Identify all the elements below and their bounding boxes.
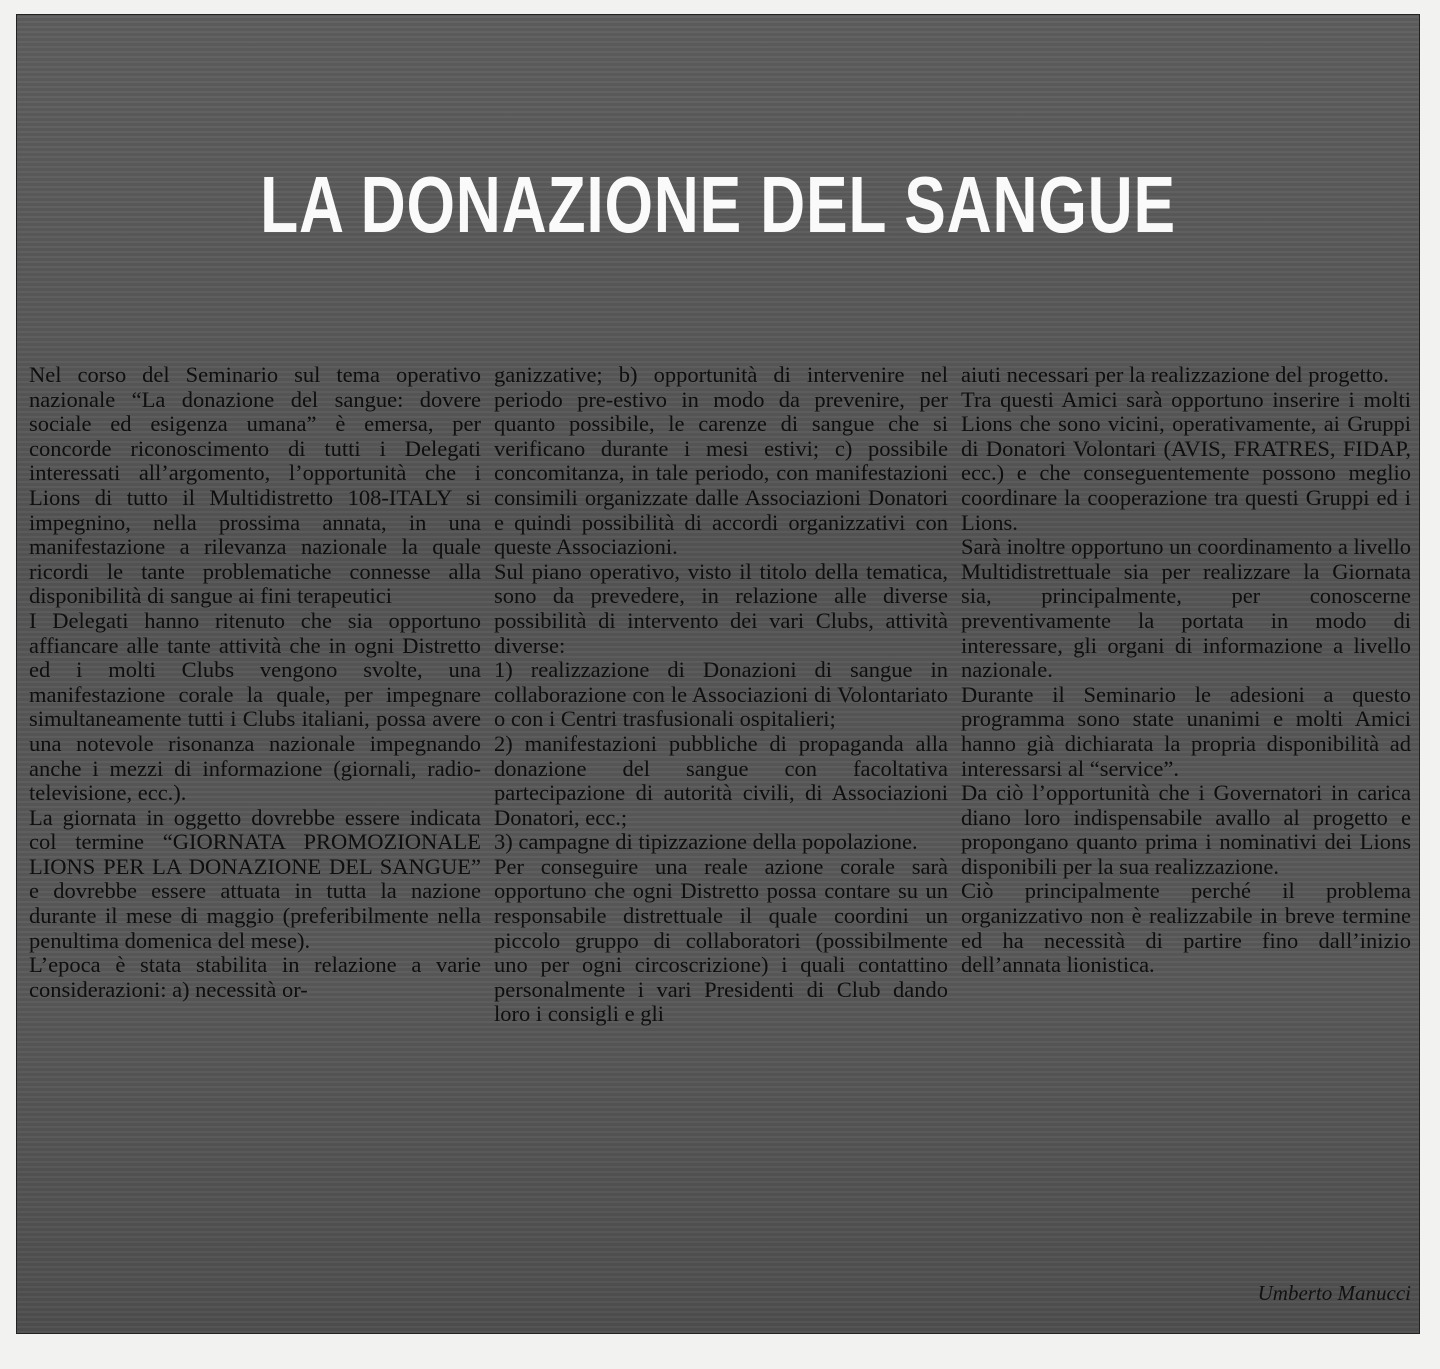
paragraph: ganizzative; b) opportunità di intervenire nel periodo pre-estivo in modo da prevenire, per quanto possibile, le carenze di sangue che si verificano durante i mesi estivi; c) possibile concomitanza, in tale periodo, con manifestazioni consimili organizzate dalle Associazioni Donatori e quindi possibilità di accordi organizzativi con queste Associazioni.: [494, 362, 948, 560]
column-1: [29, 363, 481, 1002]
paragraph: aiuti necessari per la realizzazione del progetto.: [961, 362, 1389, 387]
article-panel: [16, 14, 1420, 1334]
column-3: [961, 363, 1411, 978]
paragraph: Tra questi Amici sarà opportuno inserire i molti Lions che sono vicini, operativamente, ai Gruppi di Donatori Volontari (AVIS, FRATRES, FIDAP, ecc.) e che conseguentemente possono meglio coordinare la cooperazione tra questi Gruppi ed i Lions.: [961, 386, 1411, 535]
paragraph: Nel corso del Seminario sul tema operativo nazionale “La donazione del sangue: dovere sociale ed esigenza umana” è emersa, per concorde riconoscimento di tutti i Delegati interessati all’argomento, l’opportunità che i Lions di tutto il Multidistretto 108-ITALY si impegnino, nella prossima annata, in una manifestazione a rilevanza nazionale la quale ricordi le tante problematiche connesse alla disponibilità di sangue ai fini terapeutici: [29, 362, 481, 609]
paragraph: Durante il Seminario le adesioni a questo programma sono state unanimi e molti Amici hanno già dichiarata la propria disponibilità ad interessarsi al “service”.: [961, 681, 1411, 781]
paragraph: 1) realizzazione di Donazioni di sangue in collaborazione con le Associazioni di Volontariato o con i Centri trasfusionali ospitalieri;: [494, 657, 948, 732]
paragraph: L’epoca è stata stabilita in relazione a varie considerazioni: a) necessità or-: [29, 952, 481, 1002]
column-2: [494, 363, 948, 1027]
paragraph: Sarà inoltre opportuno un coordinamento a livello Multidistrettuale sia per realizzare la Giornata sia, principalmente, per conoscerne preventivamente la portata in modo di interessare, gli organi di informazione a livello nazionale.: [961, 534, 1411, 683]
paragraph: Sul piano operativo, visto il titolo della tematica, sono da prevedere, in relazione alle diverse possibilità di intervento dei vari Clubs, attività diverse:: [494, 558, 948, 658]
author-signature: Umberto Manucci: [1257, 1281, 1411, 1305]
paragraph: Ciò principalmente perché il problema organizzativo non è realizzabile in breve termine ed ha necessità di partire fino dall’inizio dell’annata lionistica.: [961, 878, 1411, 978]
paragraph: 2) manifestazioni pubbliche di propaganda alla donazione del sangue con facoltativa partecipazione di autorità civili, di Associazioni Donatori, ecc.;: [494, 730, 948, 830]
paragraph: I Delegati hanno ritenuto che sia opportuno affiancare alle tante attività che in ogni Distretto ed i molti Clubs vengono svolte, una manifestazione corale la quale, per impegnare simultaneamente tutti i Clubs italiani, possa avere una notevole risonanza nazionale impegnando anche i mezzi di informazione (giornali, radio-televisione, ecc.).: [29, 607, 481, 806]
article-title: LA DONAZIONE DEL SANGUE: [260, 160, 1176, 249]
paragraph: La giornata in oggetto dovrebbe essere indicata col termine “GIORNATA PROMOZIONALE LIONS PER LA DONAZIONE DEL SANGUE” e dovrebbe essere attuata in tutta la nazione durante il mese di maggio (preferibilmente nella penultima domenica del mese).: [29, 804, 481, 953]
paragraph: 3) campagne di tipizzazione della popolazione.: [494, 829, 918, 855]
paragraph: Da ciò l’opportunità che i Governatori in carica diano loro indispensabile avallo al progetto e propongano quanto prima i nominativi dei Lions disponibili per la sua realizzazione.: [961, 780, 1411, 879]
paragraph: Per conseguire una reale azione corale sarà opportuno che ogni Distretto possa contare su un responsabile distrettuale il quale coordini un piccolo gruppo di collaboratori (possibilmente uno per ogni circoscrizione) i quali contattino personalmente i vari Presidenti di Club dando loro i consigli e gli: [494, 853, 948, 1027]
